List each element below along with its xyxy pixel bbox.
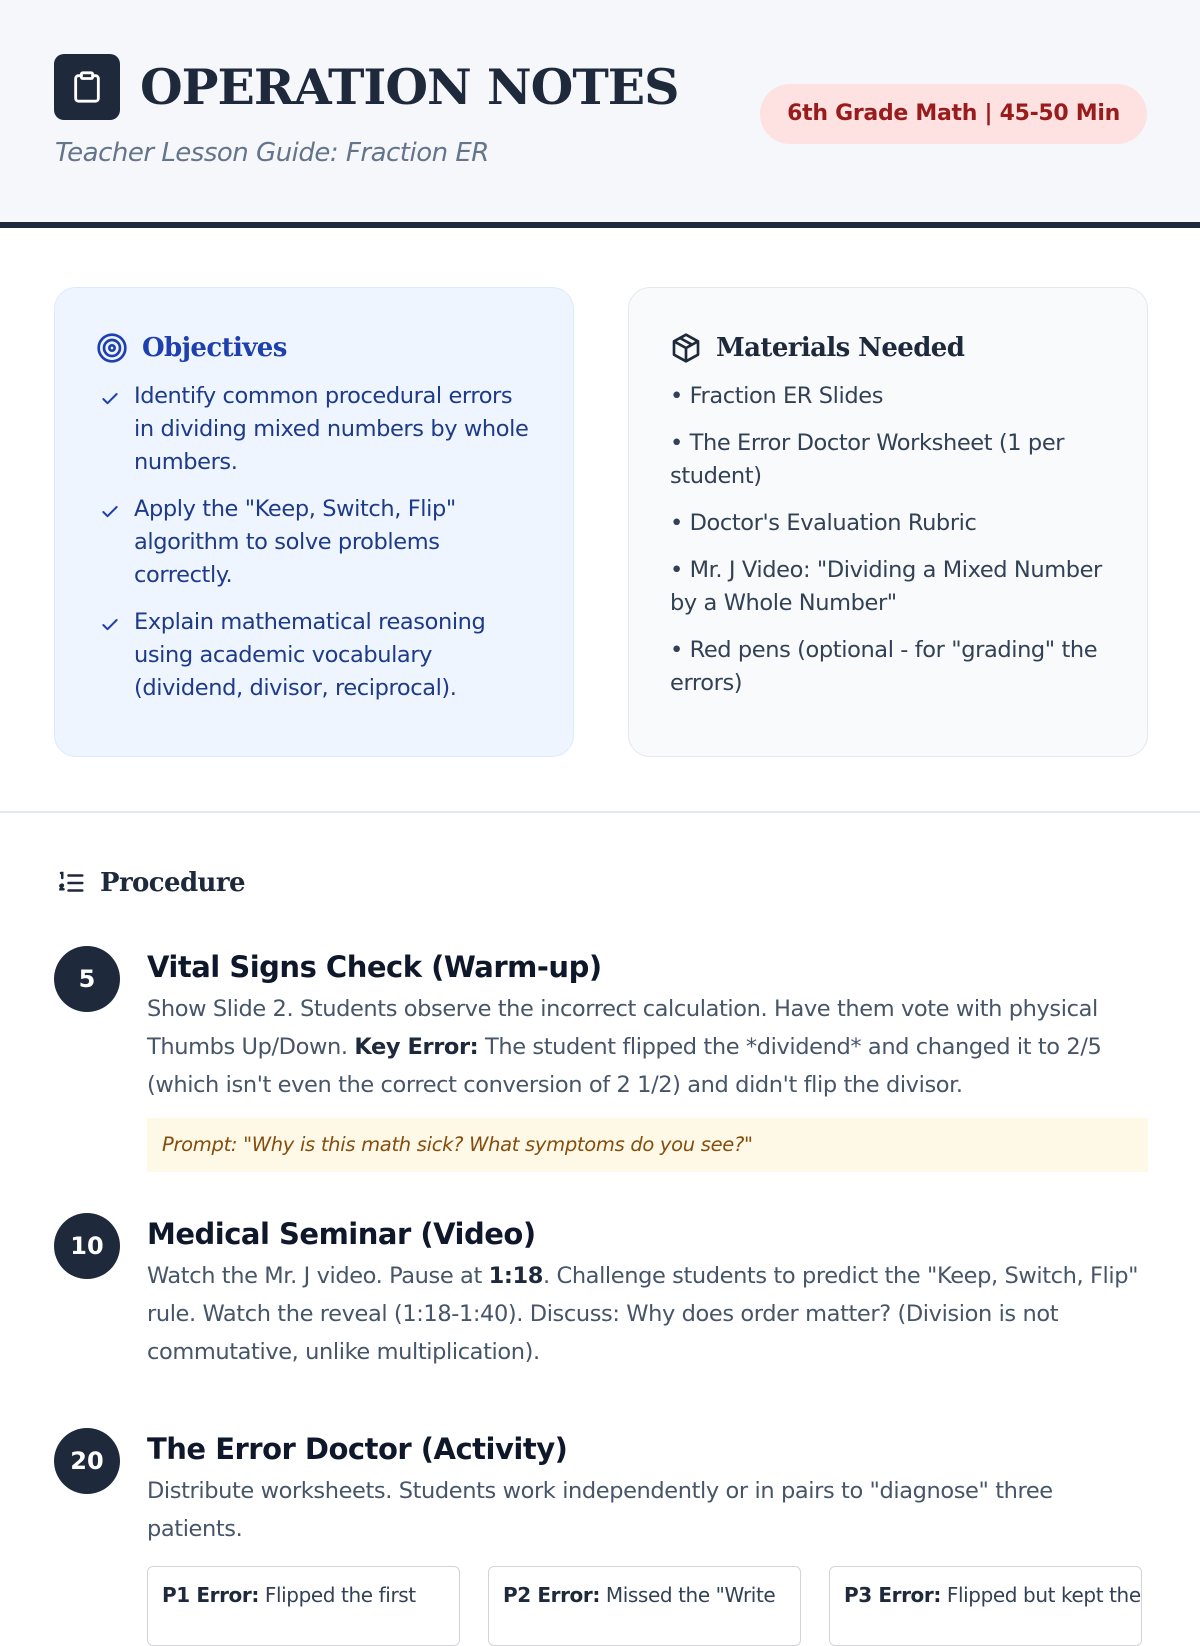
objective-text: Identify common procedural errors in dividing mixed numbers by whole numbers. [134, 383, 529, 475]
material-item: • The Error Doctor Worksheet (1 per student) [670, 430, 1065, 489]
step-description: Show Slide 2. Students observe the incorrect calculation. Have them vote with physical Thumbs Up/Down. Key Error: The student flipped the *dividend* and changed it to 2/5 (which isn't even the correct conversion of 2 1/2) and didn't flip the divisor. [147, 996, 1102, 1098]
step-minutes-badge: 5 [54, 946, 120, 1012]
patient-card: P1 Error: Flipped the first [147, 1566, 460, 1646]
materials-title: Materials Needed [716, 333, 965, 363]
material-item: • Mr. J Video: "Dividing a Mixed Number by a Whole Number" [670, 557, 1102, 616]
key-error-label: Key Error: [354, 1034, 479, 1060]
procedure-title: Procedure [100, 868, 245, 898]
step-minutes-badge: 10 [54, 1213, 120, 1279]
procedure-step [54, 1428, 1148, 1646]
box-icon [670, 332, 702, 364]
material-item: • Doctor's Evaluation Rubric [670, 510, 977, 536]
materials-header [670, 328, 1107, 368]
check-icon [98, 615, 122, 635]
section-divider [0, 811, 1200, 813]
objective-item [96, 380, 533, 479]
timestamp-label: 1:18 [488, 1263, 543, 1289]
materials-card [628, 287, 1148, 757]
material-item: • Red pens (optional - for "grading" the errors) [670, 637, 1098, 696]
target-icon [96, 332, 128, 364]
objective-text: Apply the "Keep, Switch, Flip" algorithm to solve problems correctly. [134, 496, 456, 588]
objectives-list [96, 380, 533, 705]
patient-card: P2 Error: Missed the "Write [488, 1566, 801, 1646]
step-minutes-badge: 20 [54, 1428, 120, 1494]
teacher-prompt: Prompt: "Why is this math sick? What symptoms do you see?" [147, 1118, 1148, 1172]
procedure-header [56, 868, 245, 898]
objectives-card [54, 287, 574, 757]
materials-list [670, 380, 1107, 700]
step-title: Medical Seminar (Video) [147, 1217, 536, 1251]
objective-item [96, 493, 533, 592]
grade-duration-badge: 6th Grade Math | 45-50 Min [760, 84, 1147, 144]
check-icon [98, 389, 122, 409]
step-description: Distribute worksheets. Students work independently or in pairs to "diagnose" three patients. [147, 1478, 1053, 1542]
objectives-title: Objectives [142, 333, 287, 363]
material-item: • Fraction ER Slides [670, 383, 884, 409]
logo [54, 54, 120, 120]
clipboard-icon [70, 68, 104, 106]
patient-cards [147, 1566, 1148, 1646]
step-title: The Error Doctor (Activity) [147, 1432, 568, 1466]
objective-text: Explain mathematical reasoning using academic vocabulary (dividend, divisor, reciprocal). [134, 609, 486, 701]
objectives-header [96, 328, 533, 368]
step-description: Watch the Mr. J video. Pause at 1:18. Challenge students to predict the "Keep, Switch, Flip" rule. Watch the reveal (1:18-1:40). Discuss: Why does order matter? (Division is not commutative, unlike multiplication). [147, 1263, 1139, 1365]
page-title: OPERATION NOTES [140, 58, 679, 116]
page-subtitle: Teacher Lesson Guide: Fraction ER [55, 138, 489, 168]
objective-item [96, 606, 533, 705]
procedure-step [54, 946, 1148, 1172]
patient-card: P3 Error: Flipped but kept the [829, 1566, 1142, 1646]
check-icon [98, 502, 122, 522]
step-title: Vital Signs Check (Warm-up) [147, 950, 602, 984]
numbered-list-icon [56, 868, 86, 898]
procedure-step [54, 1213, 1148, 1371]
page-header [0, 0, 1200, 228]
